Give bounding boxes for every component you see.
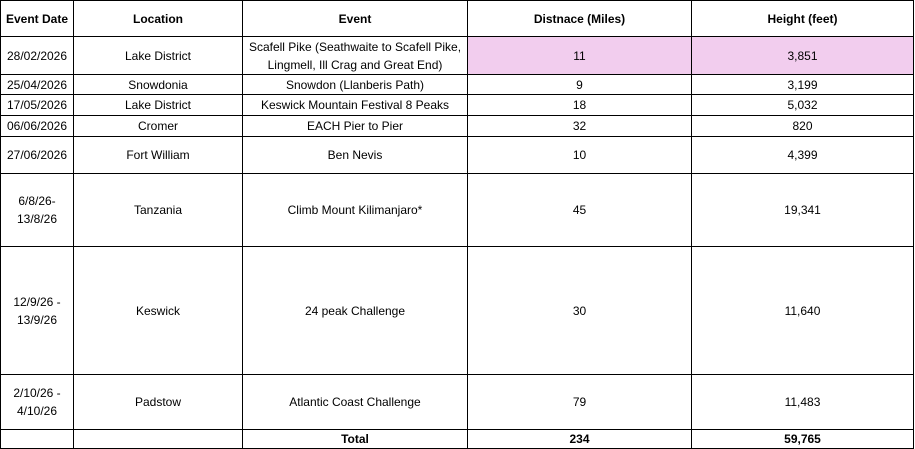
cell-event: Scafell Pike (Seathwaite to Scafell Pike, Lingmell, Ill Crag and Great End) bbox=[243, 37, 468, 75]
total-height: 59,765 bbox=[692, 430, 914, 449]
cell-height: 5,032 bbox=[692, 95, 914, 116]
cell-date: 12/9/26 - 13/9/26 bbox=[1, 247, 74, 375]
header-height: Height (feet) bbox=[692, 1, 914, 37]
cell-height: 11,483 bbox=[692, 375, 914, 430]
cell-date: 06/06/2026 bbox=[1, 116, 74, 137]
cell-date: 27/06/2026 bbox=[1, 137, 74, 174]
table-row bbox=[1, 375, 914, 430]
cell-distance: 79 bbox=[468, 375, 692, 430]
cell-event: Ben Nevis bbox=[243, 137, 468, 174]
table-row bbox=[1, 95, 914, 116]
cell-location: Keswick bbox=[74, 247, 243, 375]
cell-event: EACH Pier to Pier bbox=[243, 116, 468, 137]
cell-height: 820 bbox=[692, 116, 914, 137]
cell-height: 3,851 bbox=[692, 37, 914, 75]
header-distance: Distnace (Miles) bbox=[468, 1, 692, 37]
cell-date: 17/05/2026 bbox=[1, 95, 74, 116]
cell-event: 24 peak Challenge bbox=[243, 247, 468, 375]
cell-location: Fort William bbox=[74, 137, 243, 174]
cell-event: Climb Mount Kilimanjaro* bbox=[243, 174, 468, 247]
table-row bbox=[1, 37, 914, 75]
cell-date: 28/02/2026 bbox=[1, 37, 74, 75]
table-row bbox=[1, 116, 914, 137]
cell-location: Tanzania bbox=[74, 174, 243, 247]
table-row bbox=[1, 247, 914, 375]
header-location: Location bbox=[74, 1, 243, 37]
total-distance: 234 bbox=[468, 430, 692, 449]
cell-date: 25/04/2026 bbox=[1, 75, 74, 95]
total-label: Total bbox=[243, 430, 468, 449]
cell-height: 3,199 bbox=[692, 75, 914, 95]
cell-date: 2/10/26 - 4/10/26 bbox=[1, 375, 74, 430]
table-row bbox=[1, 174, 914, 247]
cell-location: Lake District bbox=[74, 37, 243, 75]
cell-height: 19,341 bbox=[692, 174, 914, 247]
cell-distance: 45 bbox=[468, 174, 692, 247]
header-event: Event bbox=[243, 1, 468, 37]
cell-distance: 18 bbox=[468, 95, 692, 116]
cell-date: 6/8/26-13/8/26 bbox=[1, 174, 74, 247]
cell-empty bbox=[74, 430, 243, 449]
cell-distance: 10 bbox=[468, 137, 692, 174]
cell-event: Snowdon (Llanberis Path) bbox=[243, 75, 468, 95]
cell-event: Keswick Mountain Festival 8 Peaks bbox=[243, 95, 468, 116]
table-row bbox=[1, 137, 914, 174]
total-row bbox=[1, 430, 914, 449]
cell-distance: 9 bbox=[468, 75, 692, 95]
cell-height: 4,399 bbox=[692, 137, 914, 174]
cell-distance: 30 bbox=[468, 247, 692, 375]
cell-event: Atlantic Coast Challenge bbox=[243, 375, 468, 430]
cell-distance: 11 bbox=[468, 37, 692, 75]
table-row bbox=[1, 75, 914, 95]
cell-location: Padstow bbox=[74, 375, 243, 430]
cell-height: 11,640 bbox=[692, 247, 914, 375]
cell-distance: 32 bbox=[468, 116, 692, 137]
cell-location: Cromer bbox=[74, 116, 243, 137]
cell-empty bbox=[1, 430, 74, 449]
cell-location: Lake District bbox=[74, 95, 243, 116]
cell-location: Snowdonia bbox=[74, 75, 243, 95]
header-event-date: Event Date bbox=[1, 1, 74, 37]
header-row bbox=[1, 1, 914, 37]
